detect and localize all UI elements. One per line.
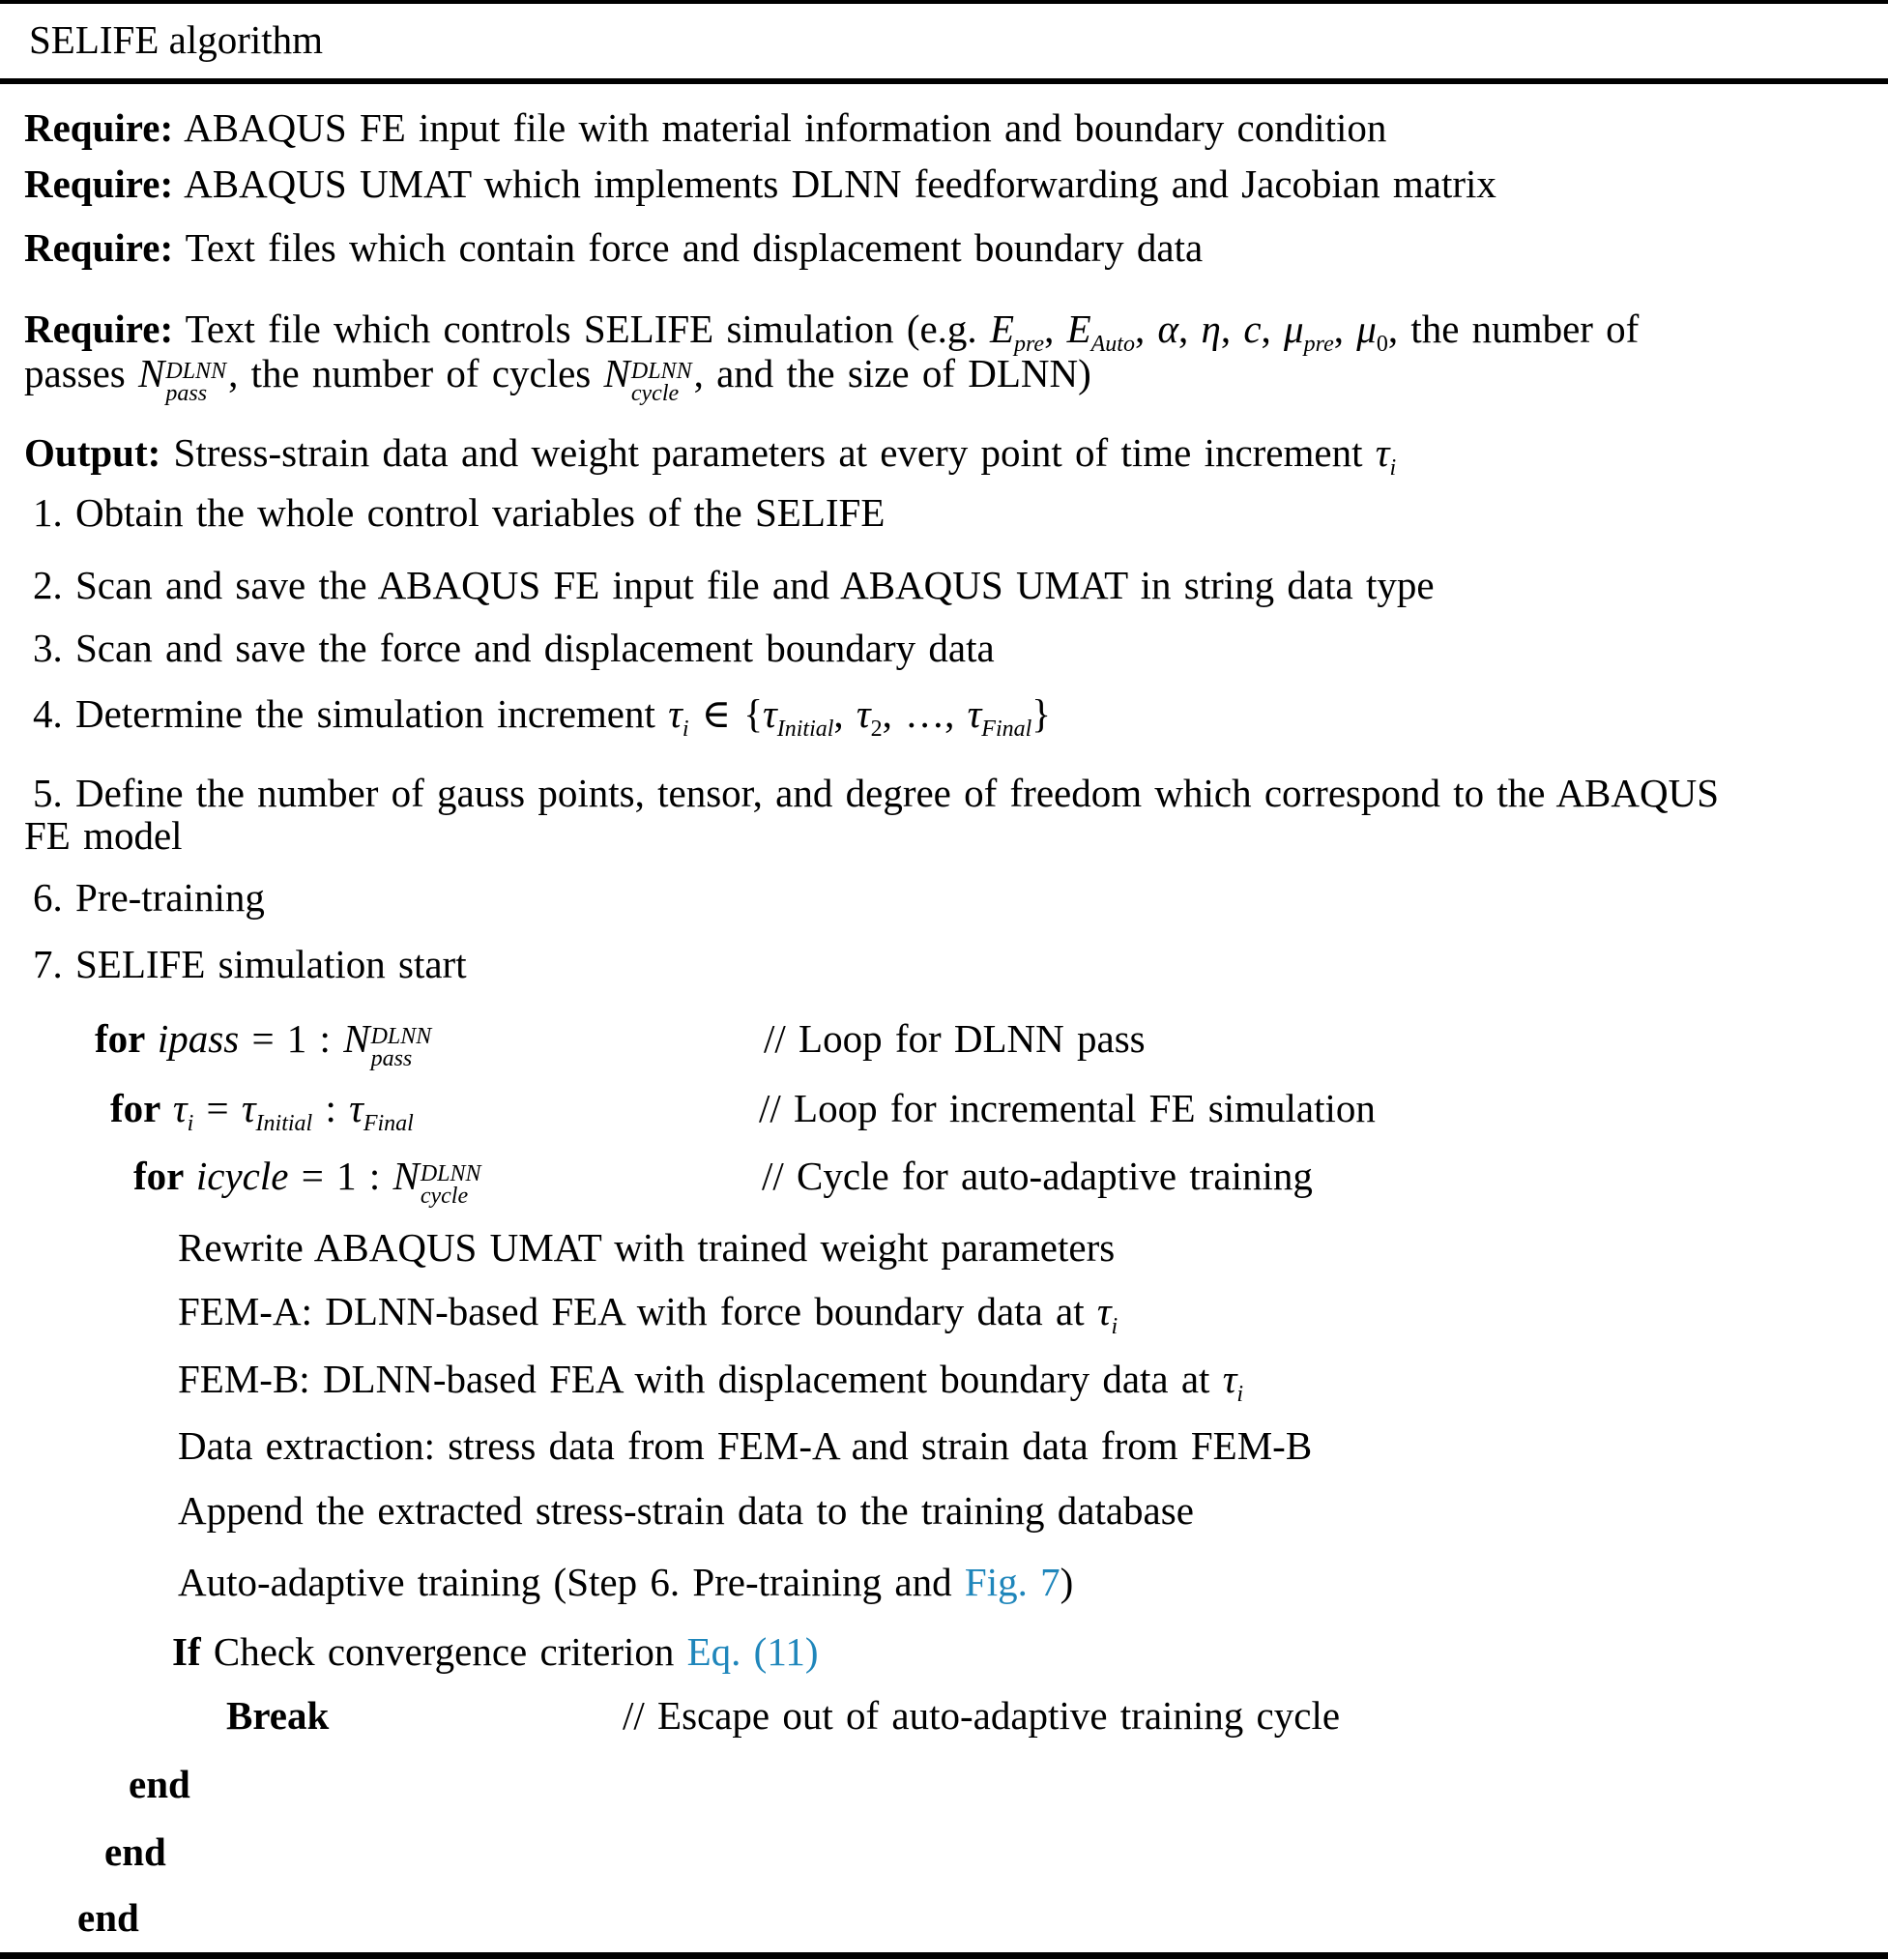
text-segment: =: [193, 1086, 242, 1130]
text-segment: N: [603, 351, 630, 395]
require-label: Require:: [24, 307, 174, 351]
text-segment: }: [1031, 691, 1051, 736]
text-segment: Initial: [255, 1111, 313, 1136]
end-keyword: end: [129, 1762, 190, 1806]
text-segment: ABAQUS UMAT which implements DLNN feedforwarding and Jacobian matrix: [173, 161, 1496, 206]
text-segment: N: [138, 351, 165, 395]
text-segment: τ: [349, 1086, 363, 1130]
text-segment: μ: [1356, 307, 1377, 351]
algorithm-title: SELIFE algorithm: [29, 17, 324, 62]
text-segment: Append the extracted stress-strain data to the training database: [178, 1488, 1194, 1533]
text-segment: i: [1111, 1314, 1118, 1339]
text-segment: i: [1236, 1382, 1244, 1407]
require-1: [24, 101, 1386, 155]
inline-comment: // Loop for DLNN pass: [764, 1016, 1146, 1061]
text-segment: N: [392, 1154, 420, 1198]
text-segment: α: [1157, 307, 1178, 351]
text-segment: ): [1060, 1560, 1074, 1604]
require-2: [24, 157, 1496, 211]
end-pass: [77, 1890, 139, 1945]
text-segment: 6. Pre-training: [33, 875, 265, 920]
text-segment: τ: [172, 1086, 188, 1130]
text-segment: ,: [1178, 307, 1202, 351]
eq-11-link[interactable]: Eq. (11): [686, 1629, 819, 1674]
require-label: Require:: [24, 105, 174, 150]
step-5: [33, 766, 1719, 820]
text-segment: Data extraction: stress data from FEM-A and strain data from FEM-B: [178, 1423, 1313, 1468]
text-segment: Text files which contain force and displacement boundary data: [173, 225, 1204, 270]
for-loop-cycle: [133, 1149, 1313, 1209]
step-7: [33, 937, 467, 991]
text-segment: μ: [1284, 307, 1304, 351]
math-supsub: DLNN pass: [370, 1024, 432, 1071]
end-keyword: end: [104, 1829, 166, 1874]
text-segment: 4. Determine the simulation increment: [33, 691, 669, 736]
text-segment: FEM-A: DLNN-based FEA with force boundary data at: [178, 1289, 1097, 1333]
text-segment: = 1 :: [288, 1154, 393, 1198]
text-segment: , the number of: [1387, 307, 1640, 351]
text-segment: τ: [668, 691, 683, 736]
for-loop-increment: [110, 1081, 1376, 1151]
text-segment: τ: [241, 1086, 256, 1130]
text-segment: E: [989, 307, 1014, 351]
for-loop-pass: [95, 1011, 1146, 1071]
text-segment: ,: [1134, 307, 1158, 351]
text-segment: 7. SELIFE simulation start: [33, 942, 467, 986]
require-4-cont: [24, 346, 1091, 405]
text-segment: 0: [1376, 332, 1388, 357]
text-segment: Final: [363, 1111, 414, 1136]
text-segment: , the number of cycles: [228, 351, 604, 395]
text-segment: , and the size of DLNN): [693, 351, 1091, 395]
break-line: [226, 1688, 1341, 1742]
text-segment: pre: [1303, 332, 1334, 357]
step-1: [33, 485, 885, 540]
text-segment: Rewrite ABAQUS UMAT with trained weight parameters: [178, 1225, 1116, 1270]
text-segment: FE model: [24, 813, 183, 858]
fig-7-link[interactable]: Fig. 7: [964, 1560, 1060, 1604]
text-segment: passes: [24, 351, 139, 395]
text-segment: Final: [981, 717, 1032, 742]
text-segment: ∈ {: [688, 691, 764, 736]
break-keyword: Break: [226, 1693, 330, 1738]
step-5-cont: [24, 808, 183, 863]
require-label: Require:: [24, 161, 174, 206]
for-keyword: for: [95, 1016, 158, 1061]
text-segment: 2: [870, 717, 883, 742]
text-segment: FEM-B: DLNN-based FEA with displacement boundary data at: [178, 1357, 1223, 1401]
text-segment: τ: [967, 691, 982, 736]
text-segment: τ: [763, 691, 777, 736]
text-segment: τ: [1375, 430, 1390, 475]
text-segment: pre: [1013, 332, 1045, 357]
math-supsub: DLNN cycle: [420, 1161, 481, 1209]
step-2: [33, 558, 1435, 612]
require-3: [24, 220, 1203, 275]
text-segment: 3. Scan and save the force and displacement boundary data: [33, 626, 995, 670]
text-segment: ,: [1044, 307, 1067, 351]
text-segment: τ: [1222, 1357, 1237, 1401]
text-segment: η: [1201, 307, 1221, 351]
for-keyword: for: [133, 1154, 196, 1198]
for-keyword: for: [110, 1086, 173, 1130]
text-segment: Text file which controls SELIFE simulation (e.g.: [173, 307, 990, 351]
text-segment: Auto: [1090, 332, 1135, 357]
output-label: Output:: [24, 430, 161, 475]
text-segment: E: [1066, 307, 1091, 351]
text-segment: i: [1389, 455, 1397, 481]
text-segment: 2. Scan and save the ABAQUS FE input file and ABAQUS UMAT in string data type: [33, 563, 1435, 607]
step-3: [33, 621, 995, 675]
step-4: [33, 687, 1051, 756]
math-supsub: DLNN pass: [165, 359, 227, 406]
text-segment: 1. Obtain the whole control variables of the SELIFE: [33, 490, 886, 535]
body-auto-adaptive: [178, 1555, 1073, 1609]
top-rule: [0, 0, 1888, 4]
text-segment: ipass: [157, 1016, 240, 1061]
text-segment: ABAQUS FE input file with material information and boundary condition: [173, 105, 1387, 150]
end-increment: [104, 1825, 166, 1879]
text-segment: ,: [1333, 307, 1357, 351]
body-fem-a: [178, 1284, 1118, 1354]
text-segment: i: [682, 717, 689, 742]
text-segment: N: [343, 1016, 370, 1061]
text-segment: , …,: [882, 691, 968, 736]
if-line: [172, 1624, 818, 1679]
text-segment: τ: [856, 691, 871, 736]
inline-comment: // Cycle for auto-adaptive training: [762, 1154, 1313, 1198]
body-rewrite: [178, 1220, 1115, 1274]
header-divider-rule: [0, 78, 1888, 84]
text-segment: ,: [833, 691, 857, 736]
text-segment: Auto-adaptive training (Step 6. Pre-training and: [178, 1560, 965, 1604]
text-segment: τ: [1096, 1289, 1112, 1333]
text-segment: :: [312, 1086, 350, 1130]
inline-comment: // Escape out of auto-adaptive training cycle: [623, 1693, 1341, 1738]
text-segment: icycle: [195, 1154, 289, 1198]
step-6: [33, 870, 265, 924]
if-keyword: If: [172, 1629, 201, 1674]
text-segment: ,: [1220, 307, 1244, 351]
body-data-extraction: [178, 1419, 1312, 1473]
text-segment: ,: [1261, 307, 1285, 351]
text-segment: Check convergence criterion: [200, 1629, 687, 1674]
end-keyword: end: [77, 1895, 139, 1940]
inline-comment: // Loop for incremental FE simulation: [759, 1086, 1376, 1130]
body-append: [178, 1483, 1194, 1537]
bottom-rule: [0, 1952, 1888, 1959]
text-segment: = 1 :: [239, 1016, 344, 1061]
text-segment: c: [1243, 307, 1262, 351]
text-segment: i: [187, 1111, 194, 1136]
text-segment: 5. Define the number of gauss points, tensor, and degree of freedom which correspond to the ABAQUS: [33, 771, 1720, 815]
text-segment: Stress-strain data and weight parameters at every point of time increment: [160, 430, 1376, 475]
math-supsub: DLNN cycle: [630, 359, 692, 406]
end-cycle: [129, 1757, 190, 1811]
text-segment: Initial: [776, 717, 834, 742]
require-label: Require:: [24, 225, 174, 270]
body-fem-b: [178, 1352, 1243, 1421]
